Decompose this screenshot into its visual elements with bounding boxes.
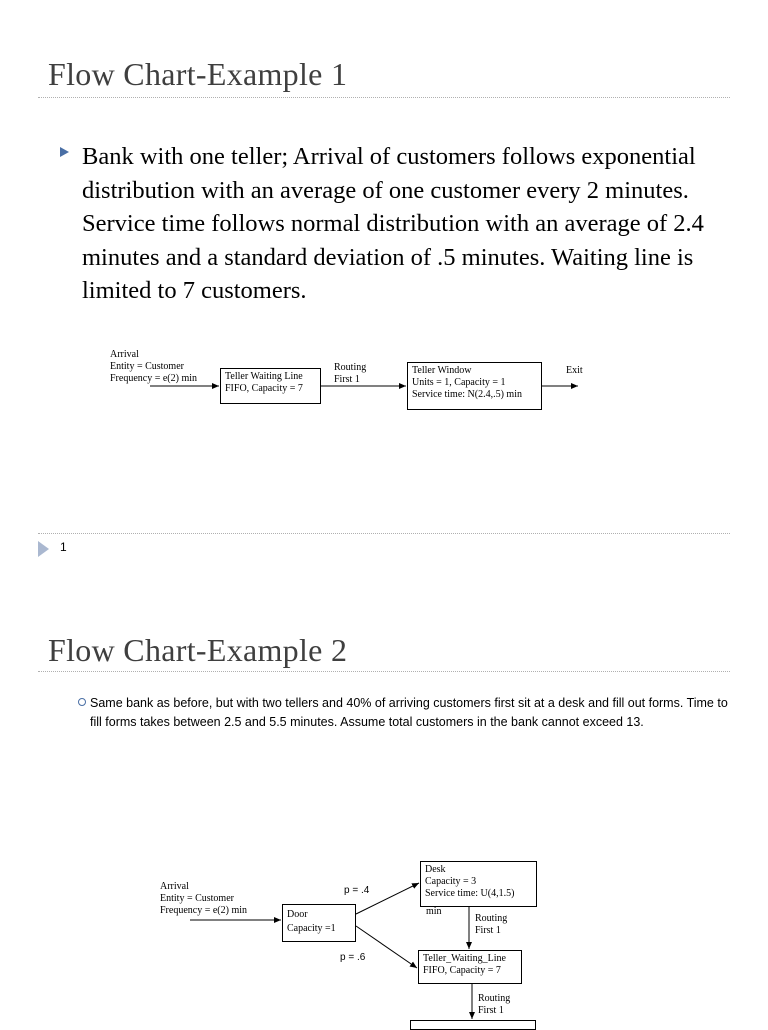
fc2-routing-a-label: Routing — [475, 913, 508, 924]
fc2-desk-label: Desk — [425, 864, 446, 875]
fc1-waiting-line-capacity: FIFO, Capacity = 7 — [225, 383, 303, 394]
fc1-teller-window-label: Teller Window — [412, 365, 472, 376]
page-number: 1 — [60, 540, 67, 554]
fc2-arrow-desk — [356, 883, 419, 914]
fc2-routing-b-rule: First 1 — [478, 1005, 504, 1016]
fc1-arrival-frequency: Frequency = e(2) min — [110, 373, 198, 384]
fc2-waiting-line-capacity: FIFO, Capacity = 7 — [423, 965, 501, 976]
fc1-teller-window-service: Service time: N(2.4,.5) min — [412, 389, 522, 400]
fc2-door-capacity: Capacity =1 — [287, 923, 336, 934]
fc2-p-teller: p = .6 — [340, 952, 366, 963]
fc1-arrival-label: Arrival — [110, 349, 139, 360]
fc2-waiting-line-label: Teller_Waiting_Line — [423, 953, 506, 964]
fc2-routing-a-rule: First 1 — [475, 925, 501, 936]
slide1-title: Flow Chart-Example 1 — [48, 56, 348, 92]
fc2-desk-unit: min — [426, 906, 442, 917]
fc2-arrival-entity: Entity = Customer — [160, 893, 234, 904]
slide1-body: Bank with one teller; Arrival of customers follows exponential distribution with an average of one customer every 2 minutes. Service time follows normal distribution with an average of 2.4 minutes and a standard deviation of .5 minutes. Waiting line is limited to 7 customers. — [82, 143, 704, 304]
fc1-routing-rule: First 1 — [334, 374, 360, 385]
slide2-body: Same bank as before, but with two tellers and 40% of arriving customers first sit at a desk and fill out forms. Time to fill forms takes between 2.5 and 5.5 minutes. Assume total customers in the bank cannot exceed 13. — [90, 696, 728, 729]
fc1-waiting-line-label: Teller Waiting Line — [225, 371, 303, 382]
fc2-arrival-label: Arrival — [160, 881, 189, 892]
fc1-exit: Exit — [566, 365, 583, 376]
fc2-p-desk: p = .4 — [344, 885, 370, 896]
fc2-desk-service: Service time: U(4,1.5) — [425, 888, 515, 899]
fc1-routing-label: Routing — [334, 362, 367, 373]
fc1-teller-window-units: Units = 1, Capacity = 1 — [412, 377, 506, 388]
fc2-door-label: Door — [287, 909, 308, 920]
fc2-arrival-frequency: Frequency = e(2) min — [160, 905, 248, 916]
slide2-title: Flow Chart-Example 2 — [48, 632, 348, 668]
fc2-routing-b-label: Routing — [478, 993, 511, 1004]
fc1-arrival-entity: Entity = Customer — [110, 361, 184, 372]
fc2-desk-capacity: Capacity = 3 — [425, 876, 477, 887]
fc2-arrow-teller — [356, 926, 417, 968]
